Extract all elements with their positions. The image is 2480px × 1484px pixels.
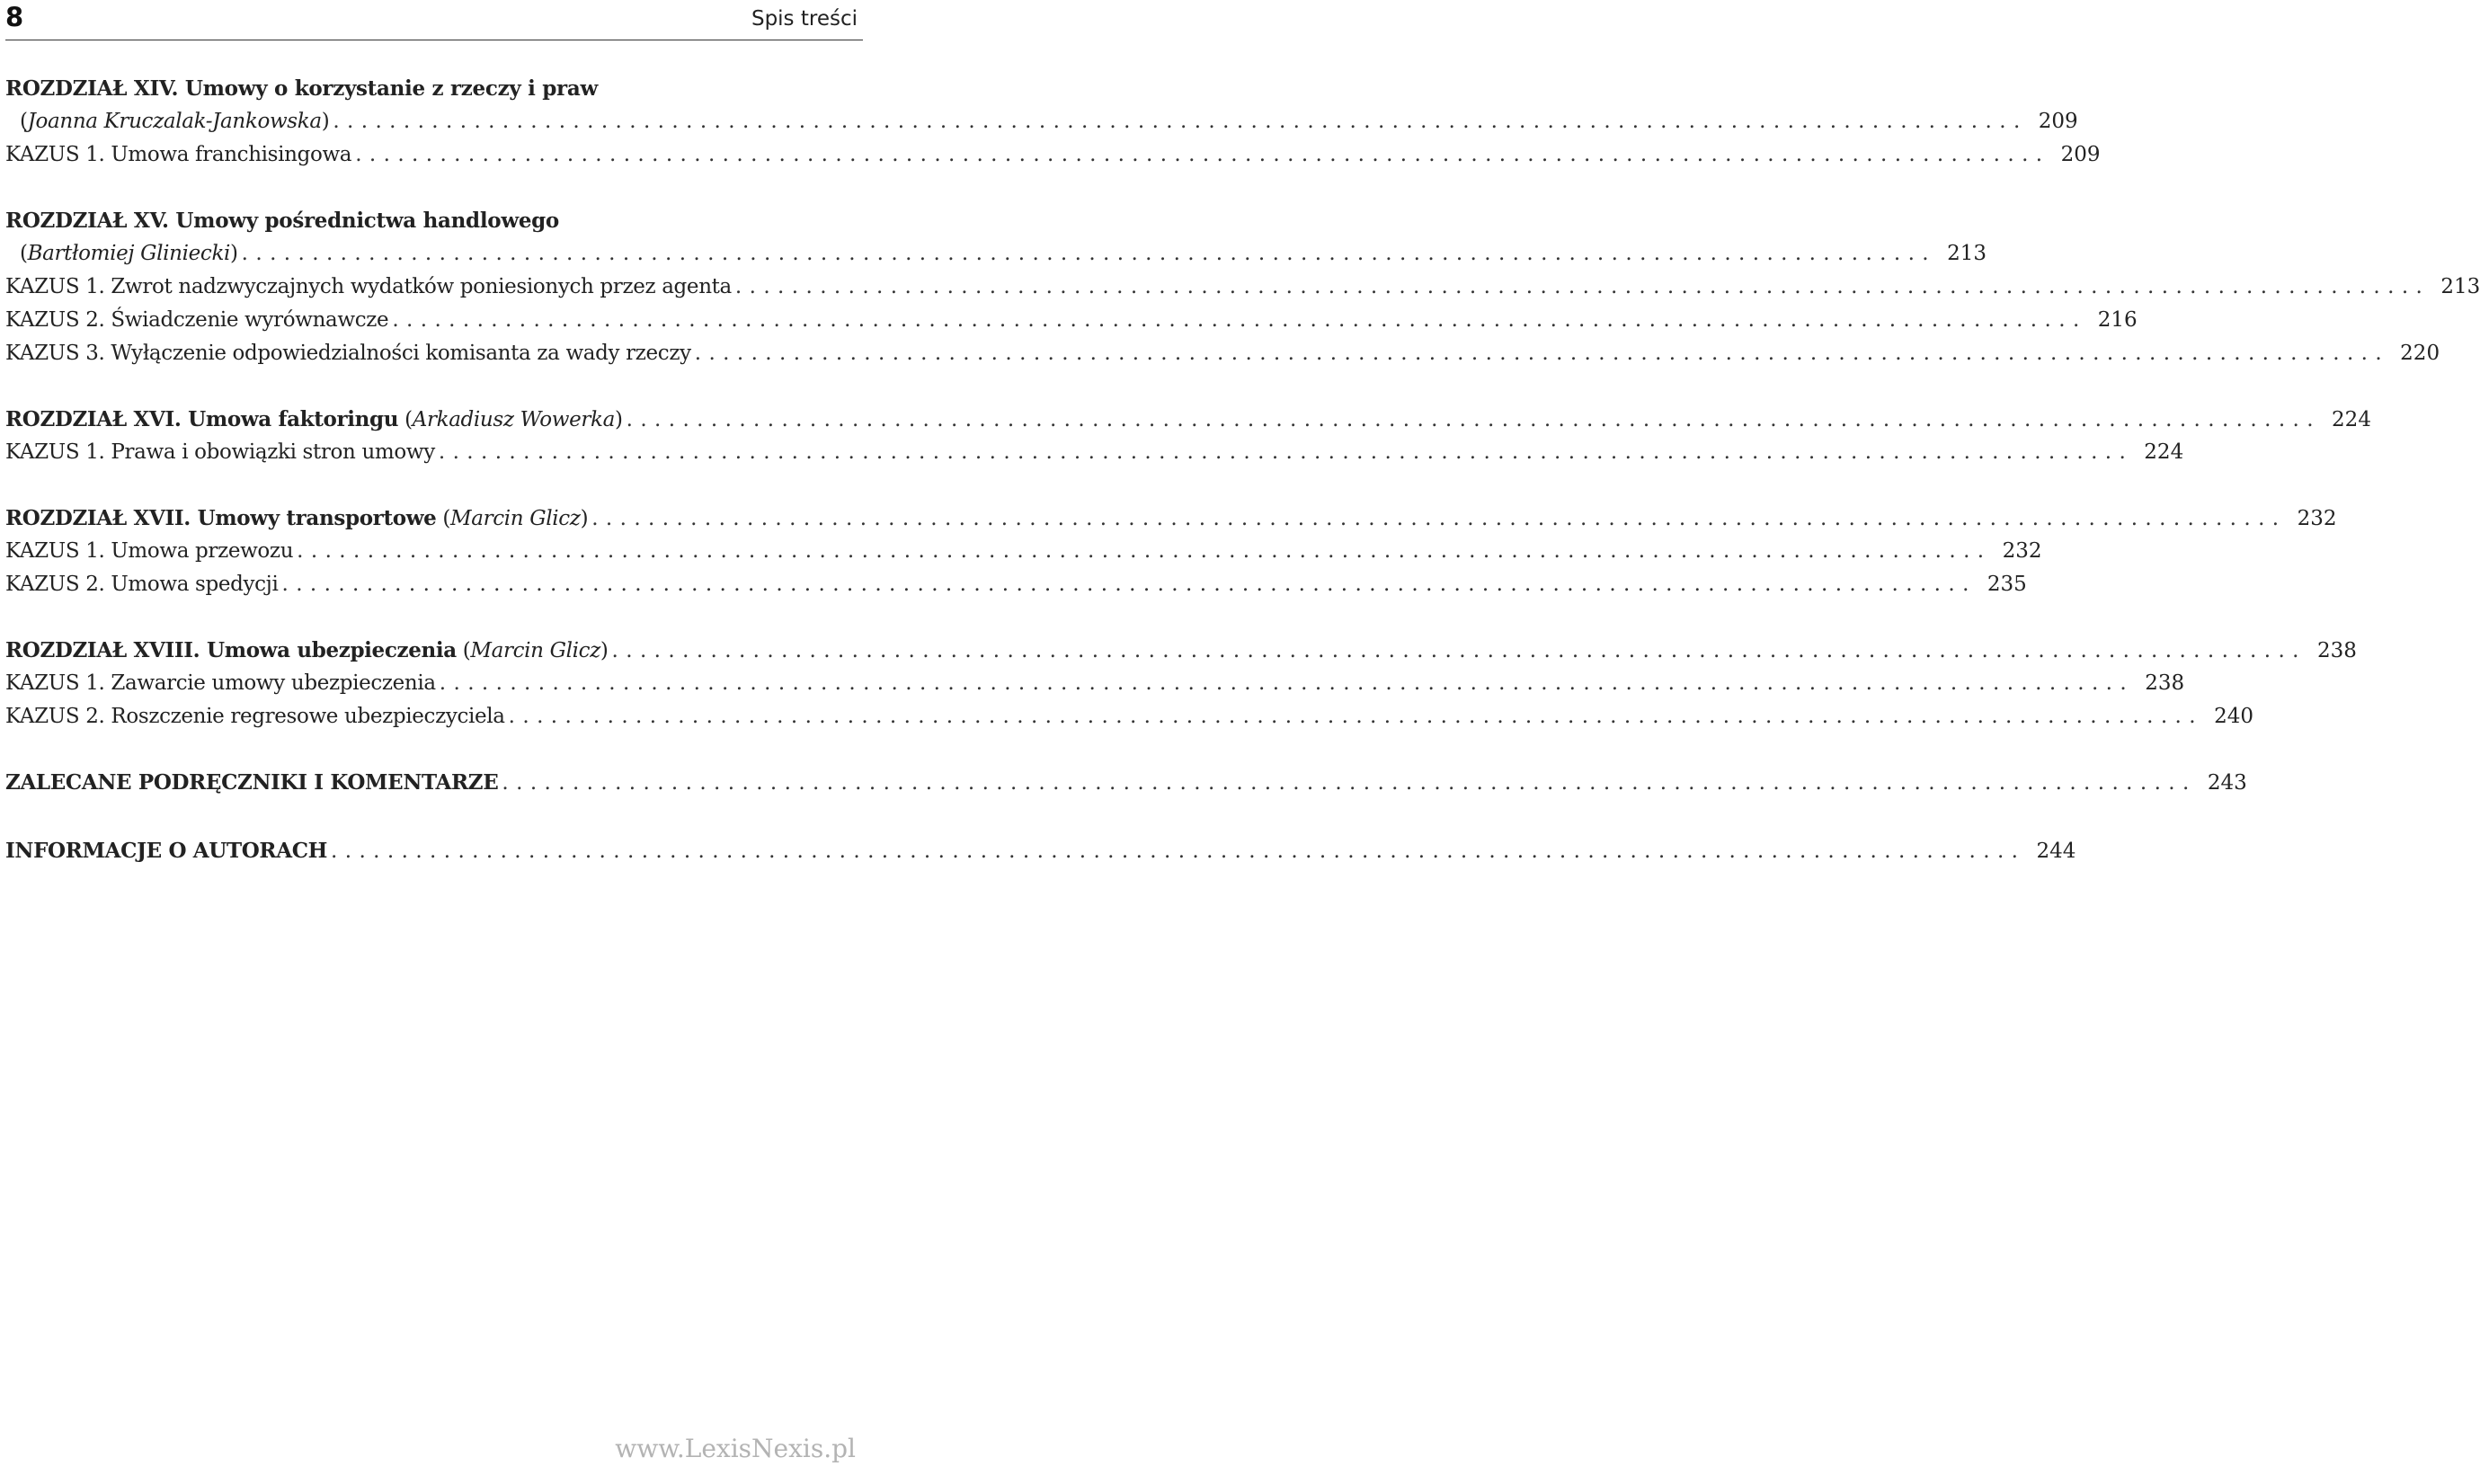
toc-chapter-xiv [5,72,2101,172]
toc-entry[interactable] [5,634,2357,667]
toc-chapter-xvi [5,403,2371,469]
case-title: KAZUS 1. Umowa franchisingowa [5,143,352,166]
table-of-contents [5,72,2480,900]
page-ref: 213 [2440,275,2480,298]
toc-entry[interactable] [5,436,2184,469]
case-title: KAZUS 1. Zawarcie umowy ubezpieczenia [5,671,436,695]
page-number: 8 [5,2,24,32]
publisher-url: www.LexisNexis.pl [615,1434,856,1463]
page-ref: 209 [2060,143,2101,166]
chapter-heading: ROZDZIAŁ XVIII. Umowa ubezpieczenia (Marcin Glicz) [5,638,609,662]
case-title: KAZUS 2. Świadczenie wyrównawcze [5,308,389,332]
page-ref: 232 [2297,507,2337,530]
page-ref: 244 [2036,840,2076,863]
dot-leader: ........................................................................................................................ [591,507,2287,530]
dot-leader: ........................................................................................................................ [694,342,2390,365]
page-ref: 209 [2038,110,2078,133]
toc-recommended-books [5,766,2247,799]
toc-entry[interactable] [5,502,2337,535]
dot-leader: ........................................................................................................................ [508,705,2203,728]
toc-entry[interactable] [5,271,2480,304]
toc-chapter-xvii [5,502,2337,601]
case-title: KAZUS 1. Umowa przewozu [5,539,294,563]
dot-leader: ........................................................................................................................ [502,771,2197,795]
page-ref: 238 [2145,671,2185,695]
page-ref: 243 [2207,771,2247,795]
toc-entry[interactable] [5,237,1987,271]
dot-leader: ........................................................................................................................ [333,110,2028,133]
toc-entry[interactable] [5,105,2078,138]
case-title: KAZUS 1. Prawa i obowiązki stron umowy [5,440,435,464]
dot-leader: ........................................................................................................................ [331,840,2026,863]
toc-entry[interactable] [5,667,2185,700]
running-title: Spis treści [751,7,858,31]
chapter-heading: ROZDZIAŁ XV. Umowy pośrednictwa handlowego [5,209,559,233]
page-ref: 240 [2214,705,2253,728]
dot-leader: ........................................................................................................................ [297,539,1992,563]
chapter-author: (Joanna Kruczalak-Jankowska) [20,110,330,133]
page-ref: 224 [2332,408,2371,431]
case-title: KAZUS 1. Zwrot nadzwyczajnych wydatków poniesionych przez agenta [5,275,732,298]
toc-entry[interactable] [5,535,2042,568]
page-ref: 238 [2316,639,2357,662]
dot-leader: ........................................................................................................................ [611,639,2307,662]
chapter-heading: ROZDZIAŁ XVII. Umowy transportowe (Marcin Glicz) [5,506,589,530]
toc-entry[interactable] [5,337,2440,370]
chapter-heading: ROZDZIAŁ XVI. Umowa faktoringu (Arkadiusz Wowerka) [5,407,623,431]
toc-entry[interactable] [5,700,2253,733]
toc-entry[interactable] [5,834,2076,867]
page-ref: 232 [2002,539,2042,563]
case-title: KAZUS 2. Umowa spedycji [5,573,279,596]
section-title: ZALECANE PODRĘCZNIKI I KOMENTARZE [5,770,499,795]
dot-leader: ........................................................................................................................ [439,671,2135,695]
toc-entry[interactable] [5,766,2247,799]
page-header [5,0,863,40]
dot-leader: ........................................................................................................................ [281,573,1977,596]
toc-chapter-xviii [5,634,2357,733]
toc-authors-info [5,834,2076,867]
dot-leader: ........................................................................................................................ [438,440,2134,464]
dot-leader: ........................................................................................................................ [355,143,2050,166]
toc-entry[interactable] [5,568,2027,601]
page-ref: 216 [2097,308,2138,332]
toc-entry[interactable] [5,138,2101,172]
section-title: INFORMACJE O AUTORACH [5,839,328,863]
case-title: KAZUS 2. Roszczenie regresowe ubezpieczyciela [5,705,505,728]
dot-leader: ........................................................................................................................ [392,308,2087,332]
toc-entry[interactable] [5,403,2371,436]
page-ref: 224 [2144,440,2184,464]
toc-chapter-xv [5,204,2480,370]
dot-leader: ........................................................................................................................ [626,408,2321,431]
chapter-author: (Bartłomiej Gliniecki) [20,242,238,265]
page-ref: 213 [1947,242,1987,265]
page-ref: 220 [2400,342,2440,365]
dot-leader: ........................................................................................................................ [241,242,1936,265]
dot-leader: ........................................................................................................................ [734,275,2431,298]
toc-entry[interactable] [5,304,2138,337]
case-title: KAZUS 3. Wyłączenie odpowiedzialności komisanta za wady rzeczy [5,342,691,365]
chapter-heading: ROZDZIAŁ XIV. Umowy o korzystanie z rzeczy i praw [5,76,598,101]
page-ref: 235 [1987,573,2027,596]
